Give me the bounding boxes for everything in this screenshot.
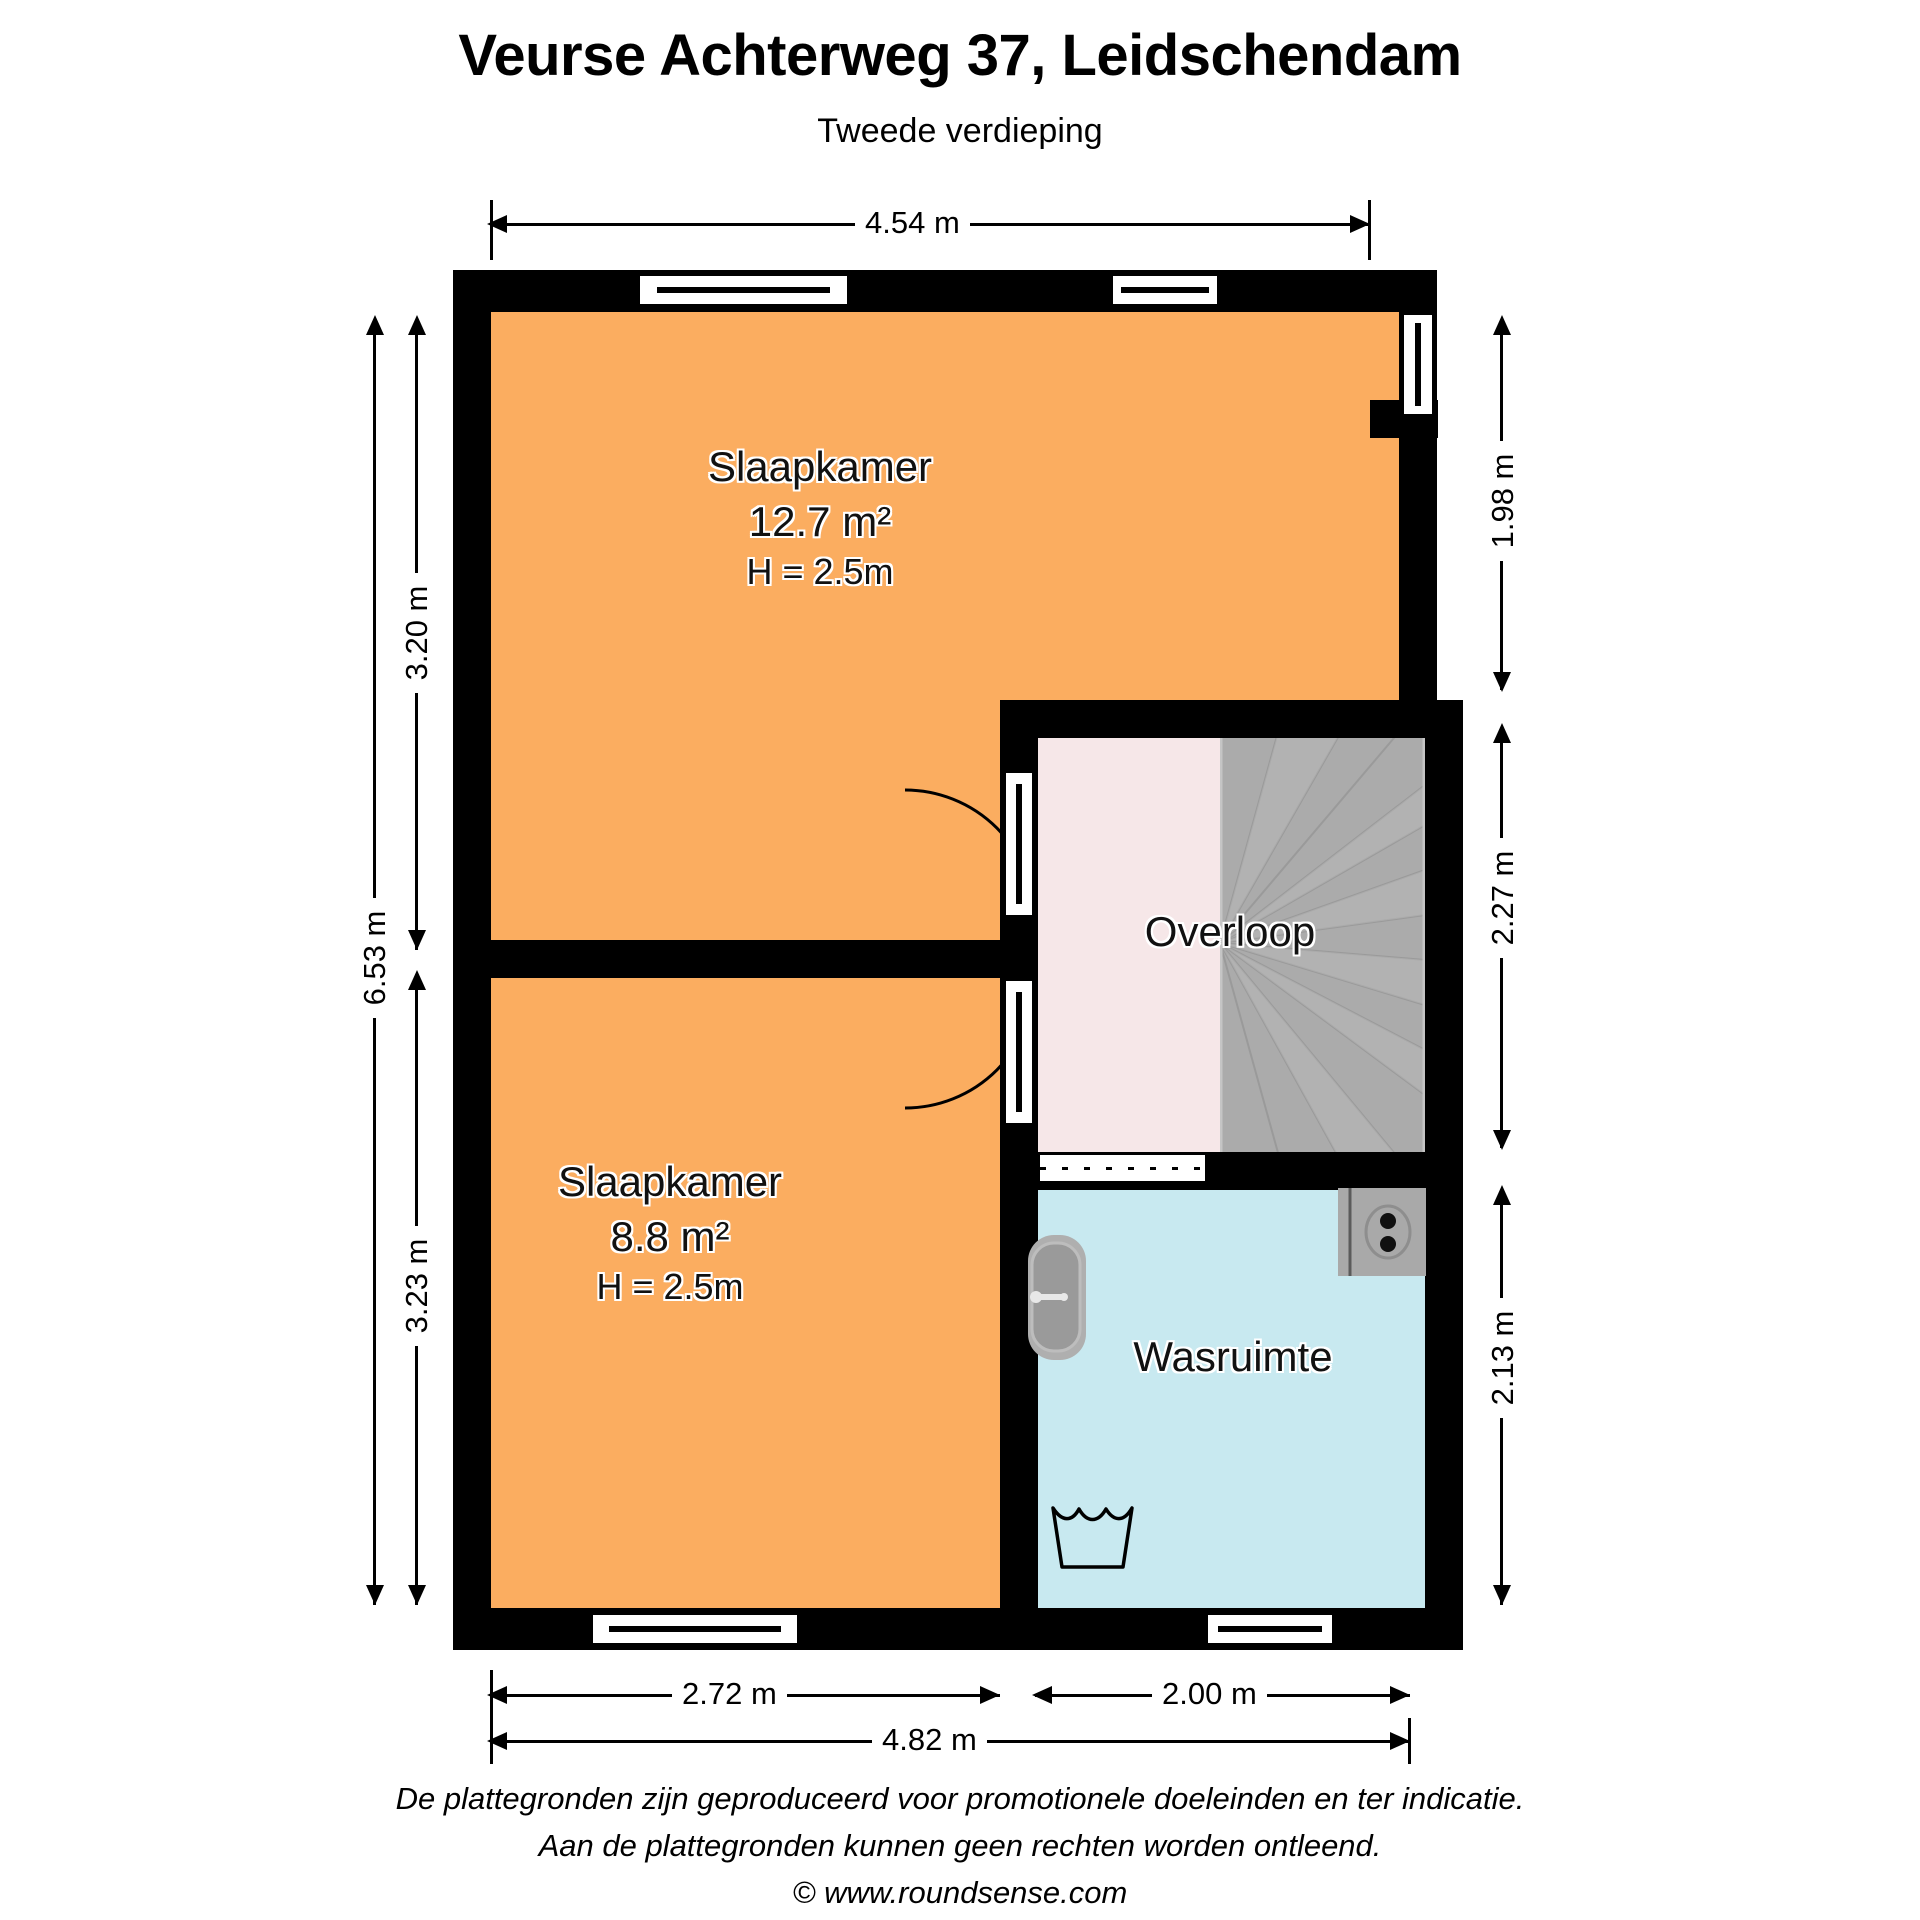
room-area: 12.7 m² <box>748 497 892 545</box>
room-area: 8.8 m² <box>610 1212 730 1260</box>
room-label-wasruimte <box>1048 1330 1418 1385</box>
window-top-right <box>1110 273 1220 307</box>
footer-line-1: De plattegronden zijn geproduceerd voor promotionele doeleinden en ter indicatie. <box>395 1781 1525 1816</box>
door-frame-bedroom-1 <box>1003 770 1035 918</box>
dimension-bottom-total-label: 4.82 m <box>872 1722 987 1758</box>
room-name: Slaapkamer <box>707 443 933 490</box>
dimension-bottom-right-label: 2.00 m <box>1152 1676 1267 1712</box>
page-subtitle: Tweede verdieping <box>817 112 1103 150</box>
footer-disclaimer <box>0 1775 1920 1916</box>
window-bottom-right <box>1205 1612 1335 1646</box>
opening-overloop-wasruimte <box>1040 1152 1205 1184</box>
room-name: Slaapkamer <box>557 1158 783 1205</box>
washing-machine-connection-icon <box>1338 1188 1426 1281</box>
dimension-left-upper-label: 3.20 m <box>399 573 435 693</box>
dimension-top-label: 4.54 m <box>855 205 970 241</box>
window-bottom-left <box>590 1612 800 1646</box>
room-label-bedroom-1 <box>630 440 1010 596</box>
window-top-left <box>637 273 850 307</box>
door-frame-bedroom-2 <box>1003 978 1035 1126</box>
footer-line-3: © www.roundsense.com <box>792 1875 1128 1911</box>
room-height: H = 2.5m <box>746 551 894 593</box>
wall-outer-top <box>453 270 1437 312</box>
dimension-right-middle-label: 2.27 m <box>1485 838 1521 958</box>
window-right-notch <box>1401 312 1435 417</box>
dimension-right-upper-label: 1.98 m <box>1485 441 1521 561</box>
room-name: Wasruimte <box>1133 1333 1333 1380</box>
room-name: Overloop <box>1144 908 1316 955</box>
dimension-right-lower-label: 2.13 m <box>1485 1298 1521 1418</box>
footer-line-2: Aan de plattegronden kunnen geen rechten worden ontleend. <box>538 1828 1382 1864</box>
room-label-overloop <box>1040 905 1420 960</box>
wall-bedroom1-landing-horizontal <box>1000 700 1463 738</box>
dimension-left-lower-label: 3.23 m <box>399 1226 435 1346</box>
wall-between-bedrooms <box>453 940 1038 978</box>
page-title: Veurse Achterweg 37, Leidschendam <box>458 23 1462 88</box>
room-label-bedroom-2 <box>480 1155 860 1311</box>
dimension-left-total-label: 6.53 m <box>357 898 393 1018</box>
laundry-basket-icon <box>1050 1505 1135 1575</box>
room-height: H = 2.5m <box>596 1266 744 1308</box>
dimension-bottom-left-label: 2.72 m <box>672 1676 787 1712</box>
